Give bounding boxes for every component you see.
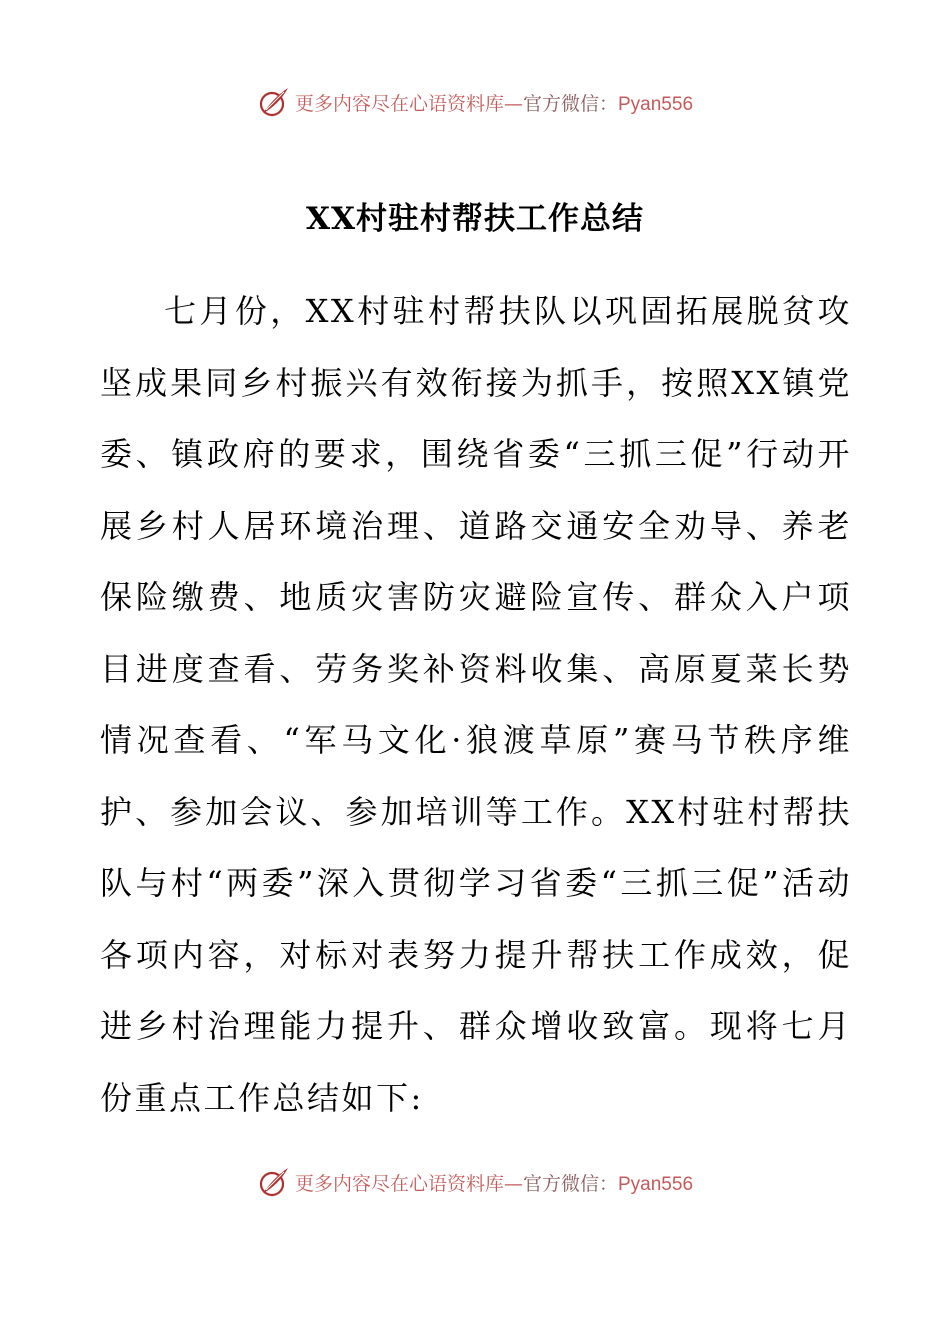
footer-banner: [0, 1162, 950, 1202]
document-title: XX村驻村帮扶工作总结: [305, 201, 645, 237]
document-paragraph: 七月份，XX村驻村帮扶队以巩固拓展脱贫攻坚成果同乡村振兴有效衔接为抓手，按照XX镇党委、镇政府的要求，围绕省委“三抓三促”行动开展乡村人居环境治理、道路交通安全劝导、养老保险缴费、地质灾害防灾避险宣传、群众入户项目进度查看、劳务奖补资料收集、高原夏菜长势情况查看、“军马文化·狼渡草原”赛马节秩序维护、参加会议、参加培训等工作。XX村驻村帮扶队与村“两委”深入贯彻学习省委“三抓三促”活动各项内容，对标对表努力提升帮扶工作成效，促进乡村治理能力提升、群众增收致富。现将七月份重点工作总结如下:: [100, 292, 852, 1117]
header-banner-text: [295, 89, 693, 116]
footer-banner-wechat-label: 官方微信：: [522, 1172, 618, 1195]
footer-banner-wechat-id: Pyan556: [618, 1173, 694, 1195]
header-banner-slogan: 更多内容尽在心语资料库: [294, 92, 504, 115]
quill-pen-logo-icon: [257, 1165, 291, 1199]
footer-banner-text: [295, 1169, 693, 1196]
header-banner-wechat-id: Pyan556: [618, 93, 694, 115]
footer-banner-dash: —: [503, 1172, 523, 1195]
header-banner: [0, 82, 950, 122]
header-banner-dash: —: [503, 92, 523, 115]
footer-banner-slogan: 更多内容尽在心语资料库: [294, 1172, 504, 1195]
header-banner-wechat-label: 官方微信：: [522, 92, 618, 115]
quill-pen-logo-icon: [257, 85, 291, 119]
